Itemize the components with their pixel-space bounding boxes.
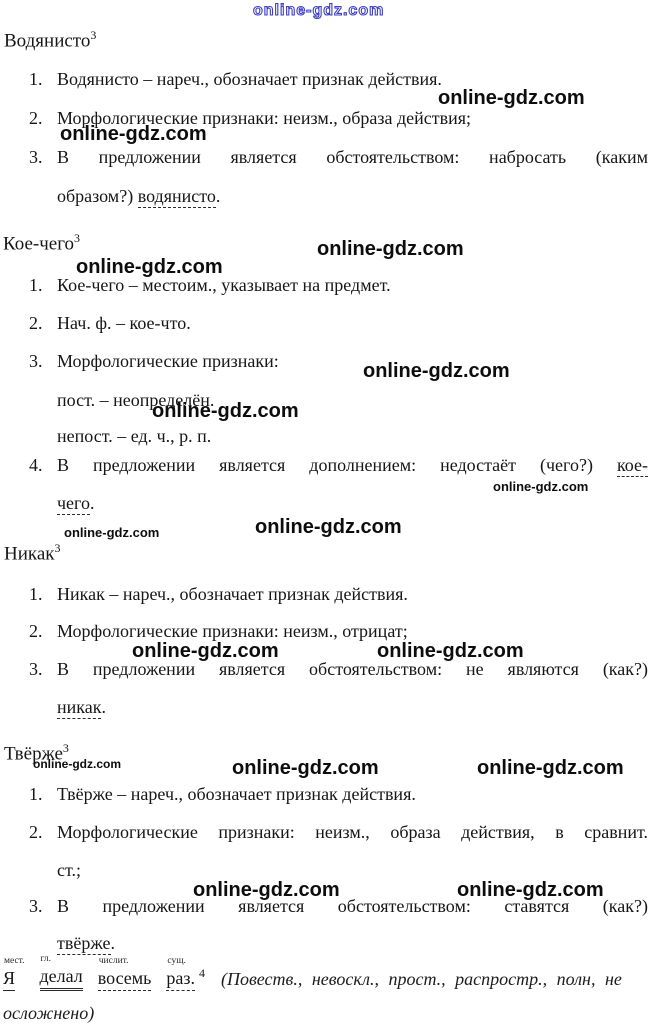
list-item-continuation	[57, 859, 81, 881]
item-number: 2.	[29, 822, 43, 842]
list-item-continuation	[57, 492, 94, 514]
item-text: В предложении является дополнением: недостаёт (чего?)	[57, 455, 617, 475]
item-text: .	[89, 493, 95, 513]
watermark: online-gdz.com	[477, 757, 624, 779]
item-text: .	[101, 697, 106, 717]
watermark: online-gdz.com	[232, 757, 379, 779]
item-text: Твёрже – нареч., обозначает признак действия.	[57, 784, 416, 804]
list-item	[29, 146, 648, 168]
sentence-analysis-continuation	[3, 1002, 94, 1024]
watermark: online-gdz.com	[255, 516, 402, 538]
watermark: online-gdz.com	[76, 256, 223, 278]
word-heading-koe-chego	[3, 227, 80, 255]
pos-label: гл.	[40, 954, 52, 964]
predicate-word: делал	[40, 966, 83, 991]
heading-word: Твёрже	[4, 743, 63, 765]
item-text: В предложении является обстоятельством: ставятся (как?)	[57, 896, 648, 916]
underlined-word: чего	[57, 493, 90, 513]
underlined-word: никак	[57, 697, 102, 717]
heading-superscript: 3	[62, 741, 69, 755]
heading-word: Кое-чего	[3, 233, 75, 255]
item-number: 3.	[29, 147, 43, 167]
list-item	[29, 274, 391, 296]
list-item	[29, 821, 648, 843]
item-number: 3.	[29, 896, 43, 916]
item-text: Нач. ф. – кое-что.	[57, 313, 191, 333]
adverbial-word: раз.	[166, 968, 195, 991]
word-heading-vodyanisto	[4, 24, 96, 52]
item-text: пост. – неопределён.	[57, 390, 215, 410]
list-item	[29, 895, 648, 917]
item-number: 2.	[29, 108, 43, 128]
heading-word: Водянисто	[4, 30, 91, 52]
underlined-word: твёрже	[57, 933, 111, 953]
watermark: online-gdz.com	[317, 238, 464, 260]
list-item	[29, 658, 648, 680]
watermark: online-gdz.com	[457, 879, 604, 901]
item-text: непост. – ед. ч., р. п.	[57, 426, 212, 446]
underlined-word: кое-	[616, 455, 648, 475]
item-number: 1.	[29, 69, 43, 89]
annotated-word	[166, 956, 195, 991]
adverbial-word: восемь	[98, 968, 152, 991]
item-text: ст.;	[57, 860, 82, 880]
item-text: .	[110, 933, 116, 953]
list-item-continuation	[57, 389, 214, 411]
heading-superscript: 3	[74, 231, 81, 245]
watermark: online-gdz.com	[363, 360, 510, 382]
item-text: .	[215, 186, 221, 206]
item-text: Водянисто – нареч., обозначает признак действия.	[57, 69, 442, 89]
list-item-continuation	[57, 425, 211, 447]
list-item	[29, 68, 442, 90]
item-number: 2.	[29, 313, 43, 333]
item-text: Никак – нареч., обозначает признак действия.	[57, 584, 408, 604]
watermark: online-gdz.com	[64, 525, 160, 540]
list-item	[29, 583, 408, 605]
item-number: 3.	[29, 351, 43, 371]
sentence-superscript: 4	[199, 966, 205, 980]
heading-word: Никак	[4, 543, 55, 565]
subject-word: Я	[3, 968, 15, 991]
list-item-continuation	[57, 932, 115, 954]
watermark: online-gdz.com	[152, 400, 299, 422]
pos-label: числит.	[98, 956, 129, 966]
item-text: Морфологические признаки:	[57, 351, 279, 371]
item-number: 2.	[29, 621, 43, 641]
list-item-continuation	[57, 185, 220, 207]
heading-superscript: 3	[90, 28, 97, 42]
list-item-continuation	[57, 696, 106, 718]
item-number: 1.	[29, 784, 43, 804]
item-text: В предложении является обстоятельством: набросать (каким	[57, 147, 648, 167]
watermark: online-gdz.com	[60, 123, 207, 145]
annotated-word	[40, 954, 83, 991]
item-text: Морфологические признаки: неизм., образа действия, в сравнит.	[57, 822, 648, 842]
watermark: online-gdz.com	[33, 757, 121, 771]
list-item	[29, 454, 648, 476]
item-number: 3.	[29, 659, 43, 679]
watermark: online-gdz.com	[132, 640, 279, 662]
watermark: online-gdz.com	[493, 479, 589, 494]
annotated-word	[98, 956, 152, 991]
item-number: 1.	[29, 584, 43, 604]
watermark: online-gdz.com	[193, 879, 340, 901]
annotated-word	[3, 956, 25, 991]
pos-label: мест.	[4, 956, 25, 966]
heading-superscript: 3	[54, 541, 61, 555]
item-number: 4.	[29, 455, 43, 475]
watermark: online-gdz.com	[377, 640, 524, 662]
word-heading-nikak	[4, 537, 61, 565]
list-item	[29, 620, 408, 642]
list-item	[29, 312, 191, 334]
word-heading-tvyorzhe	[4, 737, 69, 765]
pos-label: сущ.	[167, 956, 186, 966]
watermark-outline: online-gdz.com	[253, 2, 385, 19]
parsed-sentence	[3, 954, 622, 991]
item-text: В предложении является обстоятельством: не являются (как?)	[57, 659, 648, 679]
watermark: online-gdz.com	[438, 87, 585, 109]
item-number: 1.	[29, 275, 43, 295]
item-text: Морфологические признаки: неизм., отрицат;	[57, 621, 408, 641]
item-text: Морфологические признаки: неизм., образа действия;	[57, 108, 471, 128]
item-text: осложнено)	[3, 1003, 95, 1023]
list-item	[29, 783, 416, 805]
sentence-analysis: (Повеств., невоскл., прост., распростр., полн, не	[221, 969, 622, 989]
item-text: образом?)	[57, 186, 138, 206]
underlined-word: водянисто	[137, 186, 216, 206]
list-item	[29, 350, 279, 372]
item-text: Кое-чего – местоим., указывает на предмет.	[57, 275, 391, 295]
list-item	[29, 107, 471, 129]
